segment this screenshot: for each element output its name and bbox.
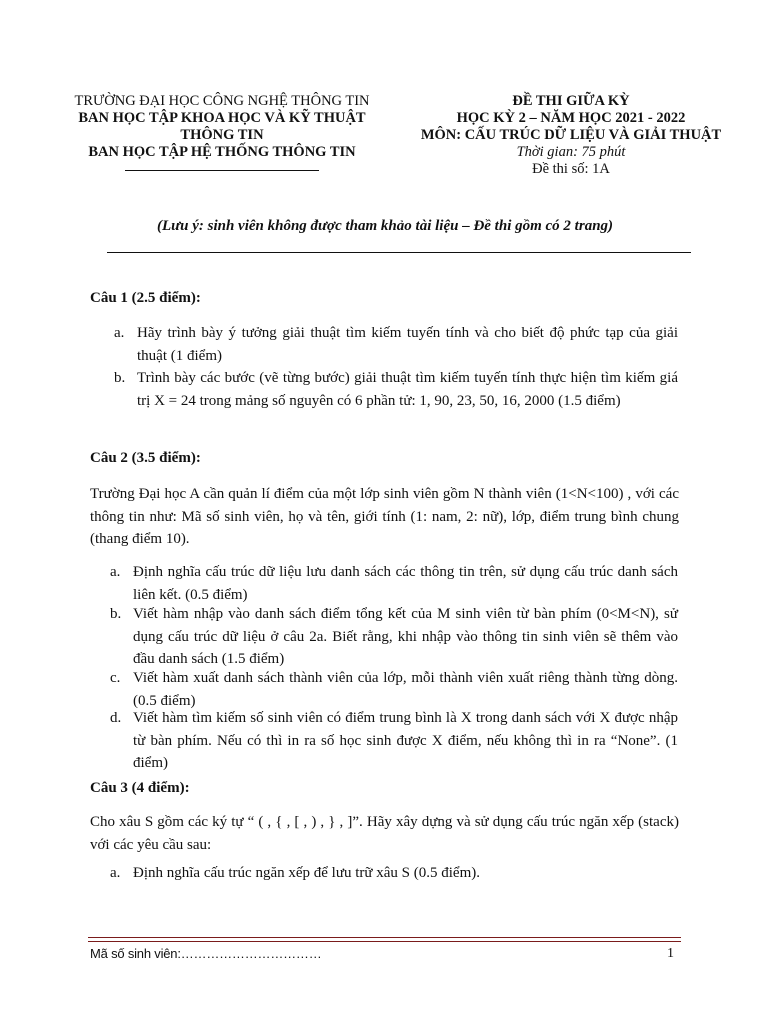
exam-code: Đề thi số: 1A [532, 161, 610, 177]
exam-semester: HỌC KỲ 2 – NĂM HỌC 2021 - 2022 [456, 110, 686, 126]
q1-item-b-text: Trình bày các bước (vẽ từng bước) giải thuật tìm kiếm tuyến tính thực hiện tìm kiếm giá trị X = 24 trong mảng số nguyên có 6 phần tử: 1, 90, 23, 50, 16, 2000 (1.5 điểm) [137, 370, 678, 409]
page-number: 1 [667, 946, 674, 961]
q2-item-b-label: b. [110, 606, 122, 622]
q2-item-d-text: Viết hàm tìm kiếm số sinh viên có điểm trung bình là X trong danh sách với X được nhập từ bàn phím. Nếu có thì in ra số học sinh được X điểm, nếu không thì in ra “None”. (1 điểm) [133, 710, 678, 771]
q2-intro: Trường Đại học A cần quản lí điểm của một lớp sinh viên gồm N thành viên (1<N<100) , với các thông tin như: Mã số sinh viên, họ và tên, giới tính (1: nam, 2: nữ), lớp, điểm trung bình chung (thang điểm 10). [90, 486, 679, 547]
q2-item-c-label: c. [110, 670, 121, 686]
q1-item-b-label: b. [114, 370, 126, 386]
header-left [46, 93, 398, 171]
note-divider [107, 252, 691, 253]
exam-note: (Lưu ý: sinh viên không được tham khảo tài liệu – Đề thi gồm có 2 trang) [156, 218, 614, 234]
q3-item-a-label: a. [110, 865, 121, 881]
department-line-1: BAN HỌC TẬP KHOA HỌC VÀ KỸ THUẬT [78, 110, 366, 126]
q2-item-b-text: Viết hàm nhập vào danh sách điểm tổng kết của M sinh viên từ bàn phím (0<M<N), sử dụng cấu trúc dữ liệu ở câu 2a. Biết rằng, khi nhập vào thông tin sinh viên sẽ thêm vào đầu danh sách (1.5 điểm) [133, 606, 678, 667]
exam-time: Thời gian: 75 phút [516, 144, 626, 160]
exam-subject: MÔN: CẤU TRÚC DỮ LIỆU VÀ GIẢI THUẬT [420, 127, 722, 143]
header-underline [125, 170, 319, 171]
q2-item-c [110, 667, 678, 712]
q3-item-a [110, 862, 678, 885]
footer-rule-thin [88, 941, 681, 942]
footer-rule-thick [88, 937, 681, 938]
q2-heading: Câu 2 (3.5 điểm): [90, 450, 201, 466]
q1-item-a [114, 322, 678, 367]
q3-intro: Cho xâu S gồm các ký tự “ ( , { , [ , ) , } , ]”. Hãy xây dựng và sử dụng cấu trúc ngăn xếp (stack) với các yêu cầu sau: [90, 814, 679, 853]
q1-item-b [114, 367, 678, 412]
q1-heading: Câu 1 (2.5 điểm): [90, 290, 201, 306]
q2-item-d-label: d. [110, 710, 122, 726]
exam-title: ĐỀ THI GIỮA KỲ [512, 93, 630, 109]
q2-item-d [110, 707, 678, 775]
q2-item-a-label: a. [110, 564, 121, 580]
q2-item-a [110, 561, 678, 606]
q3-heading: Câu 3 (4 điểm): [90, 780, 190, 796]
q2-item-c-text: Viết hàm xuất danh sách thành viên của lớp, mỗi thành viên xuất riêng thành từng dòng. (0.5 điểm) [133, 670, 678, 709]
q2-item-b [110, 603, 678, 671]
university-name: TRƯỜNG ĐẠI HỌC CÔNG NGHỆ THÔNG TIN [74, 93, 370, 109]
q1-item-a-text: Hãy trình bày ý tưởng giải thuật tìm kiếm tuyến tính và cho biết độ phức tạp của giải thuật (1 điểm) [137, 325, 678, 364]
department-line-2: THÔNG TIN [180, 127, 264, 143]
header-right [420, 93, 722, 178]
q1-item-a-label: a. [114, 325, 125, 341]
department-line-3: BAN HỌC TẬP HỆ THỐNG THÔNG TIN [88, 144, 356, 160]
student-id-field: Mã số sinh viên:…………………………… [90, 946, 322, 961]
q2-item-a-text: Định nghĩa cấu trúc dữ liệu lưu danh sách các thông tin trên, sử dụng cấu trúc danh sách liên kết. (0.5 điểm) [133, 564, 678, 603]
q3-item-a-text: Định nghĩa cấu trúc ngăn xếp để lưu trữ xâu S (0.5 điểm). [133, 865, 481, 881]
